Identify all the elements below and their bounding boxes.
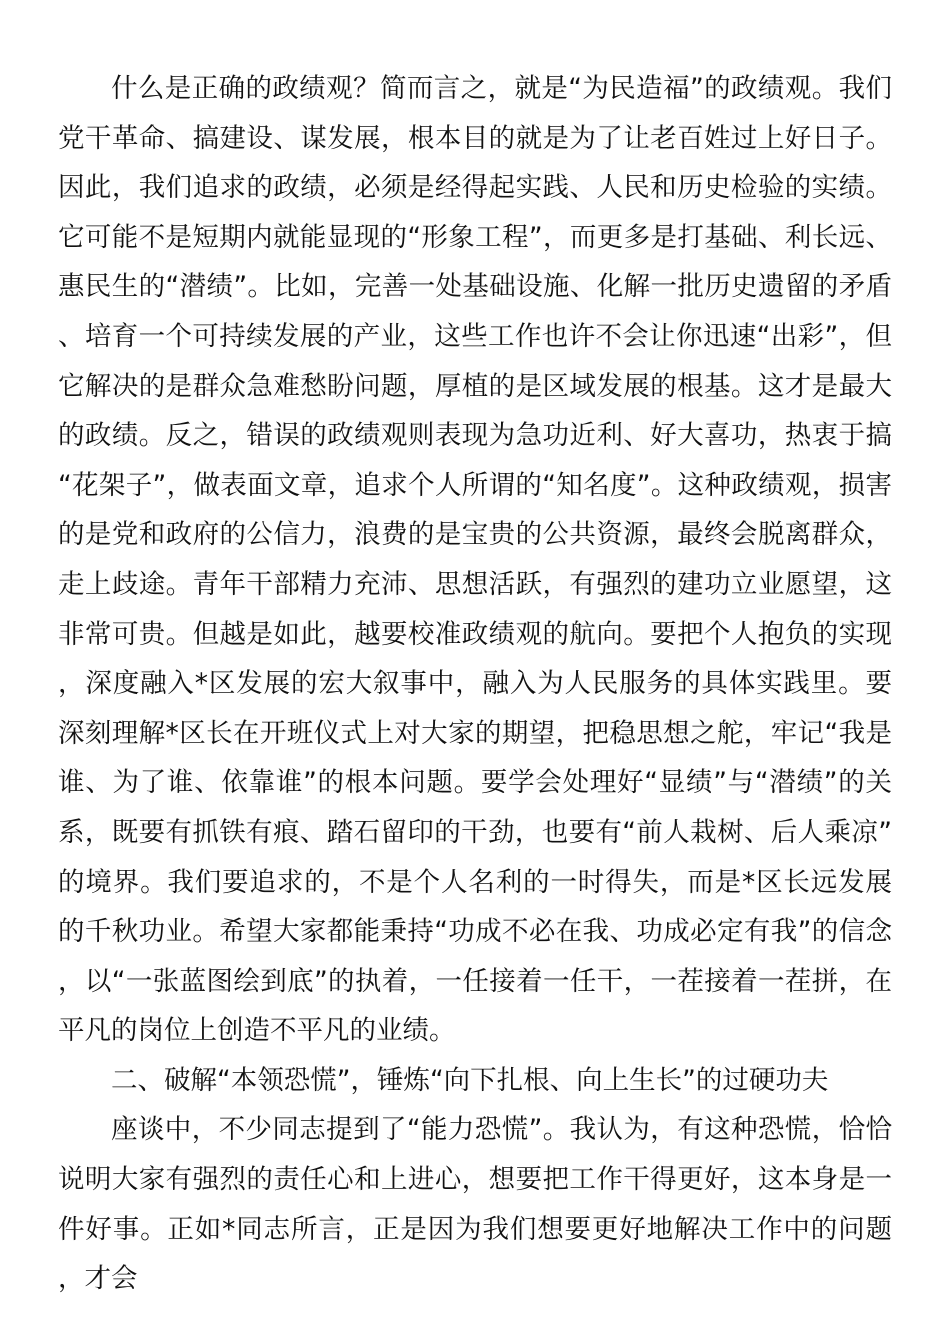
document-page: [58, 64, 892, 1304]
section-heading-2: 二、破解“本领恐慌”，锤炼“向下扎根、向上生长”的过硬功夫: [111, 1064, 829, 1096]
body-paragraph-1: 什么是正确的政绩观？简而言之，就是“为民造福”的政绩观。我们党干革命、搞建设、谋发展，根本目的就是为了让老百姓过上好日子。因此，我们追求的政绩，必须是经得起实践、人民和历史检验的实绩。它可能不是短期内就能显现的“形象工程”，而更多是打基础、利长远、惠民生的“潜绩”。比如，完善一处基础设施、化解一批历史遗留的矛盾、培育一个可持续发展的产业，这些工作也许不会让你迅速“出彩”，但它解决的是群众急难愁盼问题，厚植的是区域发展的根基。这才是最大的政绩。反之，错误的政绩观则表现为急功近利、好大喜功，热衷于搞“花架子”，做表面文章，追求个人所谓的“知名度”。这种政绩观，损害的是党和政府的公信力，浪费的是宝贵的公共资源，最终会脱离群众，走上歧途。青年干部精力充沛、思想活跃，有强烈的建功立业愿望，这非常可贵。但越是如此，越要校准政绩观的航向。要把个人抱负的实现，深度融入*区发展的宏大叙事中，融入为人民服务的具体实践里。要深刻理解*区长在开班仪式上对大家的期望，把稳思想之舵，牢记“我是谁、为了谁、依靠谁”的根本问题。要学会处理好“显绩”与“潜绩”的关系，既要有抓铁有痕、踏石留印的干劲，也要有“前人栽树、后人乘凉”的境界。我们要追求的，不是个人名利的一时得失，而是*区长远发展的千秋功业。希望大家都能秉持“功成不必在我、功成必定有我”的信念，以“一张蓝图绘到底”的执着，一任接着一任干，一茬接着一茬拼，在平凡的岗位上创造不平凡的业绩。: [58, 73, 892, 1047]
body-paragraph-2: 座谈中，不少同志提到了“能力恐慌”。我认为，有这种恐慌，恰恰说明大家有强烈的责任心和上进心，想要把工作干得更好，这本身是一件好事。正如*同志所言，正是因为我们想要更好地解决工作中的问题，才会: [58, 1114, 892, 1295]
